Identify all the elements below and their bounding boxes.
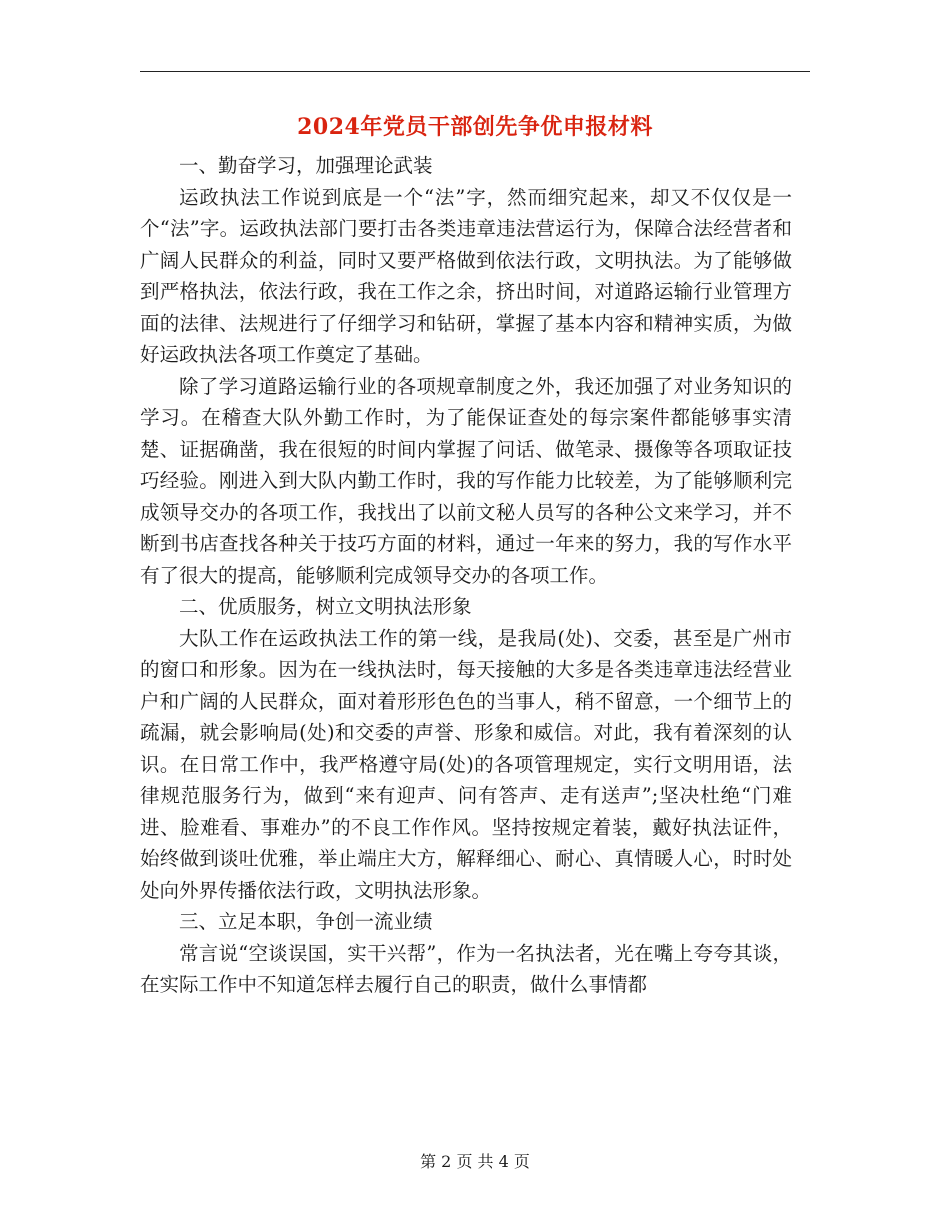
- section-heading-3: 三、立足本职，争创一流业绩: [179, 910, 433, 933]
- paragraph: 运政执法工作说到底是一个“法”字，然而细究起来，却又不仅仅是一个“法”字。运政执法部门要打击各类违章违法营运行为，保障合法经营者和广阔人民群众的利益，同时又要严格做到依法行政，文明执法。为了能够做到严格执法，依法行政，我在工作之余，挤出时间，对道路运输行业管理方面的法律、法规进行了仔细学习和钻研，掌握了基本内容和精神实质，为做好运政执法各项工作奠定了基础。: [140, 185, 792, 366]
- paragraph: 除了学习道路运输行业的各项规章制度之外，我还加强了对业务知识的学习。在稽查大队外勤工作时，为了能保证查处的每宗案件都能够事实清楚、证据确凿，我在很短的时间内掌握了问话、做笔录、摄像等各项取证技巧经验。刚进入到大队内勤工作时，我的写作能力比较差，为了能够顺利完成领导交办的各项工作，我找出了以前文秘人员写的各种公文来学习，并不断到书店查找各种关于技巧方面的材料，通过一年来的努力，我的写作水平有了很大的提高，能够顺利完成领导交办的各项工作。: [140, 374, 792, 587]
- header-rule: [140, 71, 810, 72]
- paragraph: 常言说“空谈误国，实干兴帮”，作为一名执法者，光在嘴上夸夸其谈，在实际工作中不知道怎样去履行自己的职责，做什么事情都: [140, 941, 792, 996]
- section-heading-1: 一、勤奋学习，加强理论武装: [179, 154, 433, 177]
- page-number-footer: 第 2 页 共 4 页: [420, 1152, 530, 1171]
- paragraph: 大队工作在运政执法工作的第一线，是我局(处)、交委，甚至是广州市的窗口和形象。因为在一线执法时，每天接触的大多是各类违章违法经营业户和广阔的人民群众，面对着形形色色的当事人，稍不留意，一个细节上的疏漏，就会影响局(处)和交委的声誉、形象和威信。对此，我有着深刻的认识。在日常工作中，我严格遵守局(处)的各项管理规定，实行文明用语，法律规范服务行为，做到“来有迎声、问有答声、走有送声”;坚决杜绝“门难进、脸难看、事难办”的不良工作作风。坚持按规定着装，戴好执法证件，始终做到谈吐优雅，举止端庄大方，解释细心、耐心、真情暖人心，时时处处向外界传播依法行政，文明执法形象。: [140, 626, 792, 902]
- document-body: [140, 150, 792, 1001]
- section-heading-2: 二、优质服务，树立文明执法形象: [179, 595, 472, 618]
- document-title: 2024年党员干部创先争优申报材料: [297, 114, 653, 140]
